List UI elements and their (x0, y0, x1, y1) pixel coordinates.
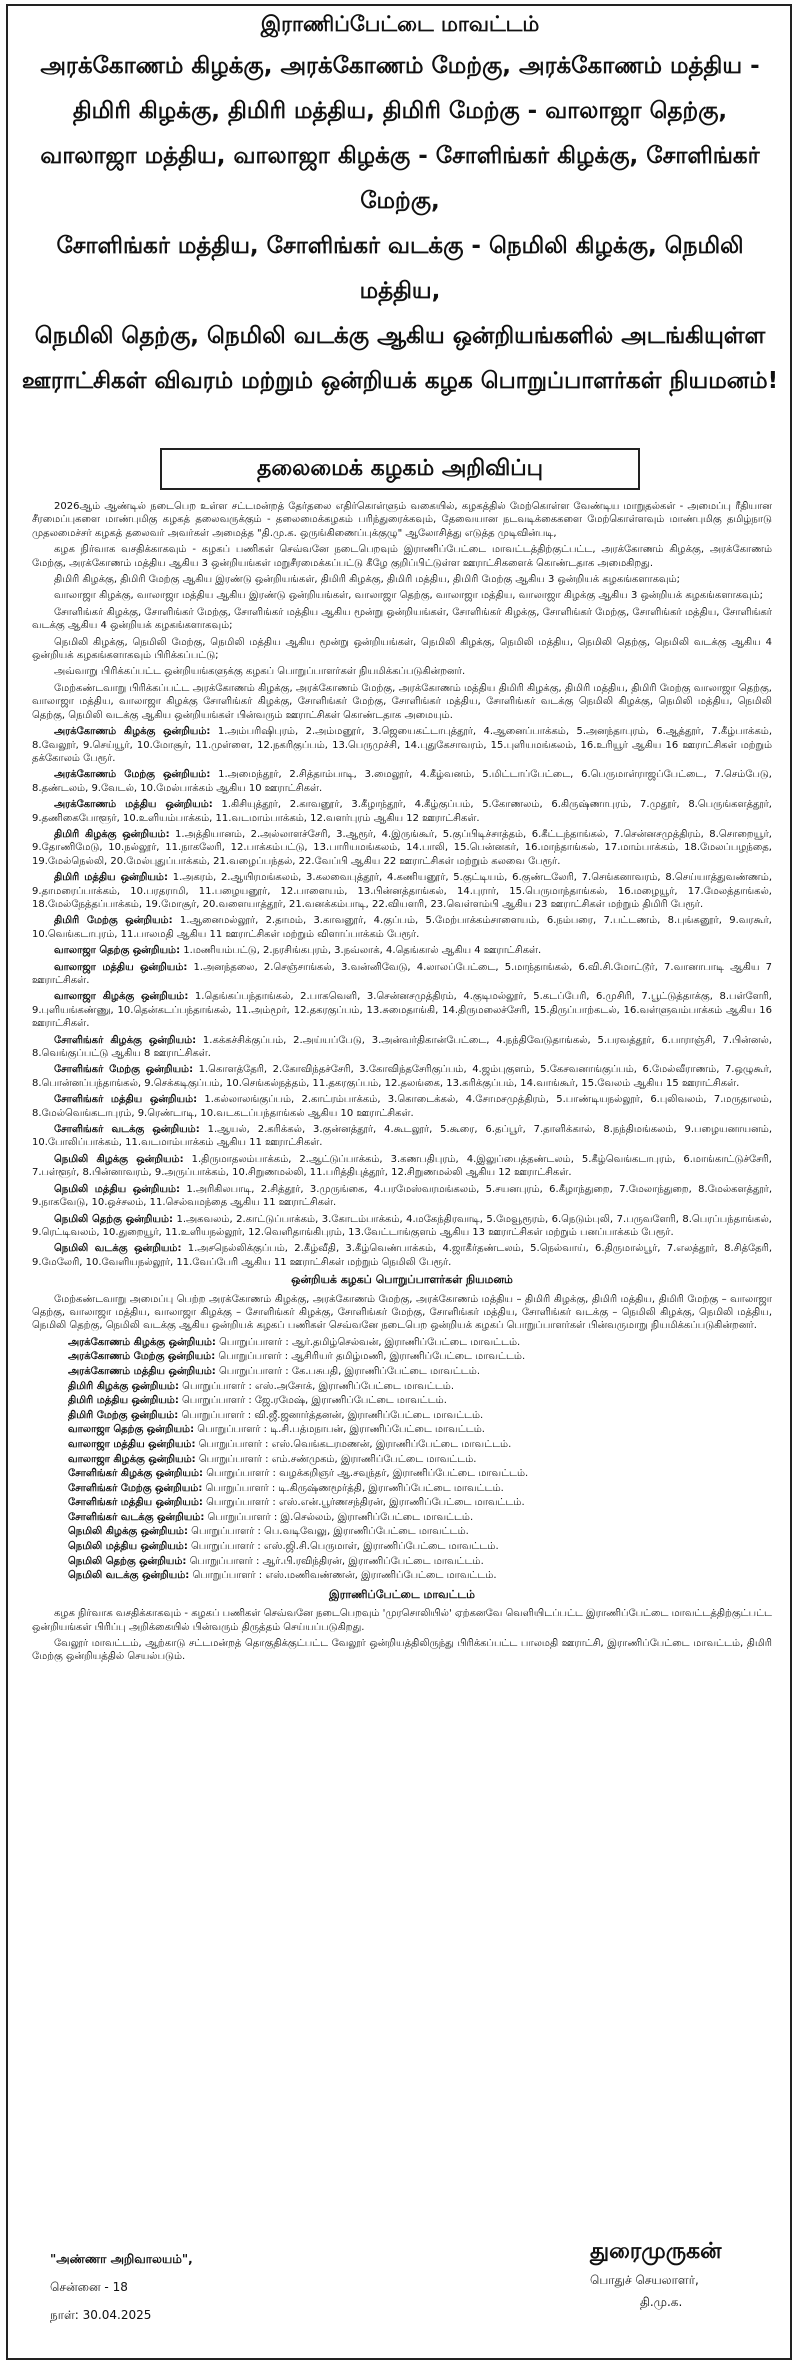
responsible-person: பொறுப்பாளர் : இ.செல்லம், இராணிப்பேட்டை மாவட்டம். (207, 1511, 474, 1523)
union-entry (32, 961, 772, 988)
union-panchayats: 1.அசநெல்லிக்குப்பம், 2.கீழ்வீதி, 3.கீழ்வெண்பாக்கம், 4.ஜாகீர்தண்டலம், 5.நெல்வாய், 6.திருமால்பூர், 7.எலத்தூர், 8.சித்தேரி, 9.மேலேரி, 10.வேளியநல்லூர், 11.வேப்பேரி ஆகிய 11 ஊராட்சிகள் மற்றும் நெமிலி பேரூர். (32, 1243, 772, 1268)
union-name: அரக்கோணம் கிழக்கு ஒன்றியம்: (54, 726, 211, 738)
union-panchayats: 1.அமைந்தூர், 2.சித்தாம்பாடி, 3.மைலூர், 4.கீழ்வனம், 5.மிட்டாப்பேட்டை, 6.பெருமாள்ராஜப்பேட்டை, 7.செம்பேடு, 8.தண்டலம், 9.வேடல், 10.மேல்பாக்கம் ஆகிய 10 ஊராட்சிகள். (32, 769, 772, 794)
responsible-union: சோளிங்கர் மத்திய ஒன்றியம்: (68, 1497, 203, 1509)
signatory-name: துரைமுருகன் (590, 2239, 722, 2264)
union-name: சோளிங்கர் கிழக்கு ஒன்றியம்: (54, 1034, 197, 1046)
responsible-row (32, 1453, 772, 1468)
union-panchayats: 1.ஆயல், 2.கரிக்கல், 3.குன்னத்தூர், 4.கூடலூர், 5.கூரை, 6.தப்பூர், 7.தாளிக்கால், 8.நந்திமங்கலம், 9.பழையனாயனம், 10.போலிப்பாக்கம், 11.வடமாம்பாக்கம் ஆகிய 11 ஊராட்சிகள். (32, 1124, 773, 1149)
responsible-row (32, 1496, 772, 1511)
responsible-person: பொறுப்பாளர் : ஆசிரியர் தமிழ்மணி, இராணிப்பேட்டை மாவட்டம். (218, 1351, 526, 1363)
responsible-row (32, 1482, 772, 1497)
union-panchayats: 1.அனந்தலை, 2.செஞ்சாங்கல், 3.வன்னிவேடு, 4.லாலப்பேட்டை, 5.மாந்தாங்கல், 6.வி.சி.மோட்டூர், 7.வானாபாடி ஆகிய 7 ஊராட்சிகள். (32, 961, 772, 986)
union-name: வாலாஜா கிழக்கு ஒன்றியம்: (54, 991, 189, 1003)
union-name: வாலாஜா தெற்கு ஒன்றியம்: (54, 945, 181, 957)
appointment-heading: ஒன்றியக் கழகப் பொறுப்பாளர்கள் நியமனம் (291, 1273, 513, 1287)
district-heading: இராணிப்பேட்டை மாவட்டம் (329, 1587, 475, 1601)
union-name: திமிரி மத்திய ஒன்றியம்: (54, 872, 168, 884)
signature-block (590, 2235, 721, 2313)
responsible-row (32, 1438, 772, 1453)
responsible-person: பொறுப்பாளர் : எஸ்.என்.பூர்ணசந்திரன், இராணிப்பேட்டை மாவட்டம். (206, 1497, 525, 1509)
union-entry (32, 798, 772, 825)
footer-address (50, 2245, 193, 2329)
union-name: அரக்கோணம் மத்திய ஒன்றியம்: (54, 799, 213, 811)
responsible-row (32, 1569, 772, 1584)
union-name: நெமிலி மத்திய ஒன்றியம்: (54, 1183, 181, 1195)
responsible-row (32, 1350, 772, 1365)
responsible-union: சோளிங்கர் மேற்கு ஒன்றியம்: (68, 1482, 203, 1494)
responsible-person: பொறுப்பாளர் : எஸ்.வெங்கடரமணன், இராணிப்பேட்டை மாவட்டம். (198, 1438, 512, 1450)
union-panchayats: 1.அகரம், 2.ஆயிரமங்கலம், 3.கலவைபுத்தூர், 4.கணியனூர், 5.குட்டியம், 6.குண்டலேரி, 7.செங்கனாவரம், 8.செய்யாத்துவண்ணம், 9.தாமரைப்பாக்கம், 10.பரதராமி, 11.பழையனூர், 12.பாளையம், 13.பின்னத்தாங்கல், 14.புரார், 15.பெருமாந்தாங்கல், 16.மழையூர், 17.மேலத்தாங்கல், 18.மேல்நேத்தப்பாக்கம், 19.மோசூர், 20.வளையாத்தூர், 21.வனக்கம்பாடி, 22.வியளரி, 23.வெள்ளம்பி ஆகிய 23 ஊராட்சிகள் மற்றும் திமிரி பேரூர். (32, 872, 773, 910)
union-name: நெமிலி வடக்கு ஒன்றியம்: (54, 1243, 182, 1255)
responsible-row (32, 1409, 772, 1424)
responsible-person: பொறுப்பாளர் : வழக்கறிஞர் ஆ.சவுந்தர், இராணிப்பேட்டை மாவட்டம். (206, 1468, 529, 1480)
union-panchayats: 1.அகவலம், 2.காட்டுப்பாக்கம், 3.கோடம்பாக்கம், 4.மகேந்திரவாடி, 5.மேவூரூரம், 6.நெடும்புலி, 7.பருவளேரி, 8.பெரப்பந்தாங்கல், 9.ரெட்டிவலம், 10.துறையூர், 11.உளியநல்லூர், 12.வெளிதாங்கிபுரம், 13.வேட்டாங்குளம் ஆகிய 13 ஊராட்சிகள் மற்றும் பனப்பாக்கம் பேரூர். (32, 1213, 772, 1238)
union-panchayats: 1.அரிகிலபாடி, 2.சித்தூர், 3.முருங்கை, 4.பரமேஸ்வரமங்கலம், 5.சயனபுரம், 6.கீழாந்துறை, 7.மேலாந்துறை, 8.மேல்களத்தூர், 9.நாகவேடு, 10.ஒச்சலம், 11.செல்வமந்தை ஆகிய 11 ஊராட்சிகள். (32, 1183, 772, 1209)
headline-line: நெமிலி தெற்கு, நெமிலி வடக்கு ஆகிய ஒன்றியங்களில் அடங்கியுள்ள (34, 323, 766, 349)
footer-date: நாள்: 30.04.2025 (50, 2308, 152, 2322)
union-name: நெமிலி தெற்கு ஒன்றியம்: (54, 1213, 173, 1225)
headline-line: திமிரி கிழக்கு, திமிரி மத்திய, திமிரி மேற்கு - வாலாஜா தெற்கு, (72, 98, 728, 124)
intro-paragraph: மேற்கண்டவாறு பிரிக்கப்பட்ட அரக்கோணம் கிழக்கு, அரக்கோணம் மேற்கு, அரக்கோணம் மத்திய திமிரி கிழக்கு, திமிரி மத்திய, திமிரி மேற்கு வாலாஜா தெற்கு, வாலாஜா மத்திய, வாலாஜா கிழக்கு சோளிங்கர் கிழக்கு, சோளிங்கர் மேற்கு, சோளிங்கர் மத்திய, சோளிங்கர் வடக்கு நெமிலி கிழக்கு, நெமிலி மத்திய, நெமிலி தெற்கு, நெமிலி வடக்கு ஆகிய ஒன்றியங்கள் பின்வரும் ஊராட்சிகள் கொண்டதாக அமையும். (32, 682, 772, 721)
responsible-union: நெமிலி மத்திய ஒன்றியம்: (68, 1541, 188, 1553)
intro-paragraph: கழக நிர்வாக வசதிக்காகவும் - கழகப் பணிகள் செவ்வனே நடைபெறவும் இராணிப்பேட்டை மாவட்டத்திற்குட்பட்ட, அரக்கோணம் கிழக்கு, அரக்கோணம் மேற்கு, அரக்கோணம் மத்திய ஆகிய 3 ஒன்றியங்கள் மறுசீரமைக்கப்பட்டு கீழே குறிப்பிட்டுள்ள ஊராட்சிகளைக் கொண்டதாக அமைகிறது. (32, 544, 772, 569)
closing-paragraph: கழக நிர்வாக வசதிக்காகவும் - கழகப் பணிகள் செவ்வனே நடைபெறவும் 'முரசொலியில்' ஏற்கனவே வெளியிடப்பட்ட இராணிப்பேட்டை மாவட்டத்திற்குட்பட்ட ஒன்றியங்கள் பிரிப்பு அறிக்கையில் பின்வரும் திருத்தம் செய்யப்படுகிறது. (32, 1608, 773, 1633)
appointment-intro: மேற்கண்டவாறு அமைப்பு பெற்ற அரக்கோணம் கிழக்கு, அரக்கோணம் மேற்கு, அரக்கோணம் மத்திய – திமிரி கிழக்கு, திமிரி மத்திய, திமிரி மேற்கு – வாலாஜா தெற்கு, வாலாஜா மத்திய, வாலாஜா கிழக்கு – சோளிங்கர் கிழக்கு, சோளிங்கர் மேற்கு, சோளிங்கர் மத்திய, சோளிங்கர் வடக்கு – நெமிலி கிழக்கு, நெமிலி மத்திய, நெமிலி தெற்கு, நெமிலி வடக்கு ஆகிய ஒன்றியக் கழகப் பணிகள் செவ்வனே நடைபெற ஒன்றியக் கழகப் பொறுப்பாளர்கள் பின்வருமாறு நியமிக்கப்படுகின்றனர். (32, 1293, 772, 1332)
responsible-union: அரக்கோணம் கிழக்கு ஒன்றியம்: (68, 1336, 216, 1348)
responsible-union: அரக்கோணம் மத்திய ஒன்றியம்: (68, 1365, 216, 1377)
union-panchayats: 1.மணியம்பட்டு, 2.நரசிங்கபுரம், 3.நவ்லாக், 4.தெங்கால் ஆகிய 4 ஊராட்சிகள். (183, 945, 542, 957)
responsible-person: பொறுப்பாளர் : டி.சி.பத்மநாபன், இராணிப்பேட்டை மாவட்டம். (197, 1424, 485, 1436)
union-name: திமிரி கிழக்கு ஒன்றியம்: (54, 828, 170, 840)
district-title: இராணிப்பேட்டை மாவட்டம் (260, 12, 540, 36)
union-name: சோளிங்கர் மத்திய ஒன்றியம்: (54, 1094, 198, 1106)
responsible-union: வாலாஜா தெற்கு ஒன்றியம்: (68, 1424, 195, 1436)
union-entry (32, 768, 772, 795)
responsible-person: பொறுப்பாளர் : கே.பசுபதி, இராணிப்பேட்டை மாவட்டம். (218, 1365, 480, 1377)
responsible-union: நெமிலி வடக்கு ஒன்றியம்: (68, 1570, 190, 1582)
union-panchayats: 1.கல்லாலங்குப்பம், 2.காட்ரம்பாக்கம், 3.கொடைக்கல், 4.சோமசமுத்திரம், 5.பாண்டியநல்லூர், 6.புலிவலம், 7.மருதாலம், 8.மேல்வெங்கடாபுரம், 9.ரெண்டாடி, 10.வடகடப்பந்தாங்கல் ஆகிய 10 ஊராட்சிகள். (32, 1094, 772, 1119)
union-entry (32, 871, 772, 911)
union-entry (32, 828, 772, 868)
responsible-union: வாலாஜா மத்திய ஒன்றியம்: (68, 1438, 196, 1450)
responsible-union: திமிரி மேற்கு ஒன்றியம்: (68, 1409, 179, 1421)
intro-paragraph: நெமிலி கிழக்கு, நெமிலி மேற்கு, நெமிலி மத்திய ஆகிய மூன்று ஒன்றியங்கள், நெமிலி கிழக்கு, நெமிலி மத்திய, நெமிலி தெற்கு, நெமிலி வடக்கு ஆகிய 4 ஒன்றியக் கழகங்களாகவும் பிரிக்கப்பட்டு; (32, 636, 772, 662)
responsible-union: சோளிங்கர் கிழக்கு ஒன்றியம்: (68, 1468, 204, 1480)
responsible-row (32, 1525, 772, 1540)
union-entry (32, 1153, 772, 1180)
responsible-person: பொறுப்பாளர் : டி.கிருஷ்ணமூர்த்தி, இராணிப்பேட்டை மாவட்டம். (205, 1482, 504, 1494)
responsible-person: பொறுப்பாளர் : எஸ்.ஜி.சி.பெருமாள், இராணிப்பேட்டை மாவட்டம். (191, 1541, 499, 1553)
responsible-row (32, 1365, 772, 1380)
responsible-person: பொறுப்பாளர் : ஆர்.தமிழ்செல்வன், இராணிப்பேட்டை மாவட்டம். (219, 1336, 521, 1348)
responsible-row (32, 1336, 772, 1351)
responsible-row (32, 1555, 772, 1570)
responsible-union: சோளிங்கர் வடக்கு ஒன்றியம்: (68, 1511, 205, 1523)
responsible-union: வாலாஜா கிழக்கு ஒன்றியம்: (68, 1453, 196, 1465)
responsible-person: பொறுப்பாளர் : பெ.வடிவேலு, இராணிப்பேட்டை மாவட்டம். (191, 1526, 469, 1538)
signatory-party: தி.மு.க. (640, 2295, 683, 2309)
union-name: திமிரி மேற்கு ஒன்றியம்: (54, 915, 173, 927)
responsible-union: திமிரி மத்திய ஒன்றியம்: (68, 1395, 179, 1407)
union-entry (32, 990, 772, 1030)
union-entry (32, 1242, 772, 1269)
union-panchayats: 1.அத்தியானம், 2.அல்லாளச்சேரி, 3.ஆரூர், 4.இருங்கூர், 5.குப்பிடிச்சாத்தம், 6.கீட்டந்தாங்கல், 7.சென்னசமுத்திரம், 8.சொறையூர், 9.தோணிமேடு, 10.நல்லூர், 11.நாகலேரி, 12.பாக்கம்பட்டு, 13.பாரியமங்கலம், 14.பாலி, 15.பென்னகர், 16.மாந்தாங்கல், 17.மாம்பாக்கம், 18.மேலப்பழந்தை, 19.மேல்நெல்லி, 20.மேல்புதுப்பாக்கம், 21.வழைப்பந்தல், 22.வேப்பி ஆகிய 22 ஊராட்சிகள் மற்றும் கலவை பேரூர். (32, 828, 772, 867)
union-entry (32, 1123, 772, 1150)
union-name: வாலாஜா மத்திய ஒன்றியம்: (54, 961, 188, 973)
responsible-person: பொறுப்பாளர் : எம்.சண்முகம், இராணிப்பேட்டை மாவட்டம். (198, 1453, 477, 1465)
union-panchayats: 1.கிசியுத்தூர், 2.காவனூர், 3.கீழாந்தூர், 4.கீழ்குப்பம், 5.கோணலம், 6.கிருஷ்ணாபுரம், 7.முதூர், 8.பெருங்களத்தூர், 9.தணிகைபோளூர், 10.உளியம்பாக்கம், 11.வடமாம்பாக்கம், 12.வளர்புரம் ஆகிய 12 ஊராட்சிகள். (32, 799, 772, 824)
union-entry (32, 944, 772, 957)
union-name: சோளிங்கர் மேற்கு ஒன்றியம்: (54, 1064, 194, 1076)
footer-city: சென்னை - 18 (50, 2280, 128, 2294)
notice-body (32, 500, 772, 1667)
union-panchayats: 1.கொளத்தேரி, 2.கோவிந்தச்சேரி, 3.கோவிந்தசேரிகுப்பம், 4.ஜம்புகுளம், 5.கேசவனாங்குப்பம், 6.மேல்வீராணம், 7.ஒழுகூர், 8.பொன்னப்பந்தாங்கல், 9.செக்கடிகுப்பம், 10.செங்கல்நத்தம், 11.தகரகுப்பம், 12.தலங்கை, 13.கரிக்குப்பம், 14.வாங்கூர், 15.வேலம் ஆகிய 15 ஊராட்சிகள். (32, 1064, 772, 1089)
union-entry (32, 725, 772, 765)
headline (20, 44, 780, 404)
footer-place: "அண்ணா அறிவாலயம்", (50, 2252, 193, 2266)
union-name: அரக்கோணம் மேற்கு ஒன்றியம்: (54, 769, 211, 781)
intro-paragraph: 2026ஆம் ஆண்டில் நடைபெற உள்ள சட்டமன்றத் தேர்தலை எதிர்கொள்ளும் வகையில், கழகத்தில் மேற்கொள்ள வேண்டிய மாறுதல்கள் - அமைப்பு ரீதியான சீரமைப்புகளை மாண்புமிகு கழகத் தலைவருக்கும் - தலைமைக்கழகம் பரிந்துரைக்கவும், தேவையான நடவடிக்கைகளை மேற்கொள்ளவும் மாண்புமிகு தமிழ்நாடு முதலமைச்சர் கழகத் தலைவர் அவர்கள் அமைத்த "தி.மு.க. ஒருங்கிணைப்புக்குழு" ஆலோசித்து எடுத்த முடிவின்படி, (32, 501, 772, 539)
headline-line: வாலாஜா மத்திய, வாலாஜா கிழக்கு - சோளிங்கர் கிழக்கு, சோளிங்கர் மேற்கு, (40, 143, 760, 214)
notice-title: தலைமைக் கழகம் அறிவிப்பு (160, 448, 640, 490)
union-panchayats: 1.தெங்கப்பந்தாங்கல், 2.பாகவெளி, 3.சென்னசமுத்திரம், 4.குடிமல்லூர், 5.கடப்பேரி, 6.முசிரி, 7.பூட்டுத்தாக்கு, 8.பள்ளேரி, 9.புளியங்கண்ணு, 10.தென்கடப்பந்தாங்கல், 11.அம்மூர், 12.தகரகுப்பம், 13.சுமைதாங்கி, 14.திருமலைச்சேரி, 15.திருப்பாற்கடல், 16.வள்ளுவம்பாக்கம் ஆகிய 16 ஊராட்சிகள். (32, 991, 772, 1030)
responsible-row (32, 1394, 772, 1409)
responsible-row (32, 1423, 772, 1438)
responsible-union: திமிரி கிழக்கு ஒன்றியம்: (68, 1380, 179, 1392)
intro-paragraph: வாலாஜா கிழக்கு, வாலாஜா மத்திய ஆகிய இரண்டு ஒன்றியங்கள், வாலாஜா தெற்கு, வாலாஜா மத்திய, வாலாஜா கிழக்கு ஆகிய 3 ஒன்றியக் கழகங்களாகவும்; (54, 590, 763, 602)
union-panchayats: 1.அம்பரிஷிபுரம், 2.அம்மனூர், 3.ஜெயைகட்டாபுத்தூர், 4.ஆனைப்பாக்கம், 5.அனந்தாபுரம், 6.ஆத்தூர், 7.கீழ்பாக்கம், 8.வேலூர், 9.செய்யூர், 10.மோசூர், 11.முள்ளை, 12.நகரிகுப்பம், 13.பெருமுச்சி, 14.புதுகேசாவரம், 15.புளியமங்கலம், 16.உரியூர் ஆகிய 16 ஊராட்சிகள் மற்றும் தக்கோலம் பேரூர். (32, 726, 772, 764)
union-name: சோளிங்கர் வடக்கு ஒன்றியம்: (54, 1124, 200, 1136)
signatory-designation: பொதுச் செயலாளர், (590, 2273, 699, 2287)
union-entry (32, 1063, 772, 1090)
union-panchayats: 1.கக்கச்சிக்குப்பம், 2.அய்யப்பேடு, 3.அன்வர்திகான்பேட்டை, 4.நந்திவேடுதாங்கல், 5.பரவத்தூர், 6.பாராஞ்சி, 7.பின்னல், 8.வெங்குப்பட்டு ஆகிய 8 ஊராட்சிகள். (32, 1034, 773, 1060)
headline-line: சோளிங்கர் மத்திய, சோளிங்கர் வடக்கு - நெமிலி கிழக்கு, நெமிலி மத்திய, (56, 233, 744, 304)
responsible-person: பொறுப்பாளர் : ஜே.ரமேஷ், இராணிப்பேட்டை மாவட்டம். (182, 1395, 447, 1407)
responsible-row (32, 1380, 772, 1395)
responsible-union: நெமிலி தெற்கு ஒன்றியம்: (68, 1555, 187, 1567)
union-entry (32, 1093, 772, 1120)
responsible-row (32, 1511, 772, 1526)
headline-line: ஊராட்சிகள் விவரம் மற்றும் ஒன்றியக் கழக பொறுப்பாளர்கள் நியமனம்! (21, 368, 779, 394)
responsible-row (32, 1540, 772, 1555)
union-panchayats: 1.திருமாதலம்பாக்கம், 2.ஆட்டுப்பாக்கம், 3.கணபதிபுரம், 4.இலுப்பைத்தண்டலம், 5.கீழ்வெங்கடாபுரம், 6.மாங்காட்டுச்சேரி, 7.பள்ளூர், 8.பின்னாவரம், 9.அருப்பாக்கம், 10.சிறுணமல்லி, 11.பரித்திபுத்தூர், 12.சிறுணமல்லி ஆகிய 12 ஊராட்சிகள். (32, 1153, 772, 1179)
responsible-person: பொறுப்பாளர் : எஸ்.மணிவண்ணன், இராணிப்பேட்டை மாவட்டம். (192, 1570, 497, 1582)
union-panchayats: 1.ஆனைமல்லூர், 2.தாமம், 3.காவனூர், 4.குப்பம், 5.மேற்பாக்கம்சாளையம், 6.நம்பரை, 7.பட்டணம், 8.புங்கனூர், 9.வரகூர், 10.வெங்கடாபுரம், 11.பாலமதி ஆகிய 11 ஊராட்சிகள் மற்றும் விளாப்பாக்கம் பேரூர். (32, 915, 772, 940)
responsible-person: பொறுப்பாளர் : வி.ஜீ.ஜனார்த்தனன், இராணிப்பேட்டை மாவட்டம். (181, 1409, 484, 1421)
responsible-union: நெமிலி கிழக்கு ஒன்றியம்: (68, 1526, 188, 1538)
union-name: நெமிலி கிழக்கு ஒன்றியம்: (54, 1153, 184, 1165)
headline-line: அரக்கோணம் கிழக்கு, அரக்கோணம் மேற்கு, அரக்கோணம் மத்திய - (40, 53, 760, 79)
intro-paragraph: அவ்வாறு பிரிக்கப்பட்ட ஒன்றியங்களுக்கு கழகப் பொறுப்பாளர்கள் நியமிக்கப்படுகின்றனர். (54, 666, 466, 678)
closing-paragraph: வேலூர் மாவட்டம், ஆற்காடு சட்டமன்றத் தொகுதிக்குட்பட்ட வேலூர் ஒன்றியத்திலிருந்து பிரிக்கப்பட்ட பாலமதி ஊராட்சி, இராணிப்பேட்டை மாவட்டம், திமிரி மேற்கு ஒன்றியத்தில் செயல்படும். (32, 1638, 772, 1663)
union-entry (32, 1213, 772, 1240)
responsible-union: அரக்கோணம் மேற்கு ஒன்றியம்: (68, 1351, 216, 1363)
union-entry (32, 1034, 772, 1061)
intro-paragraph: திமிரி கிழக்கு, திமிரி மேற்கு ஆகிய இரண்டு ஒன்றியங்கள், திமிரி கிழக்கு, திமிரி மத்திய, திமிரி மேற்கு ஆகிய 3 ஒன்றியக் கழகங்களாகவும்; (54, 574, 681, 586)
intro-paragraph: சோளிங்கர் கிழக்கு, சோளிங்கர் மேற்கு, சோளிங்கர் மத்திய ஆகிய மூன்று ஒன்றியங்கள், சோளிங்கர் கிழக்கு, சோளிங்கர் மேற்கு, சோளிங்கர் மத்திய, சோளிங்கர் வடக்கு ஆகிய 4 ஒன்றியக் கழகங்களாகவும்; (32, 606, 772, 632)
union-entry (32, 1183, 772, 1210)
responsible-row (32, 1467, 772, 1482)
responsible-person: பொறுப்பாளர் : எஸ்.அசோக், இராணிப்பேட்டை மாவட்டம். (182, 1380, 455, 1392)
responsible-person: பொறுப்பாளர் : ஆர்.பி.ரவிந்திரன், இராணிப்பேட்டை மாவட்டம். (189, 1555, 484, 1567)
union-entry (32, 914, 772, 941)
